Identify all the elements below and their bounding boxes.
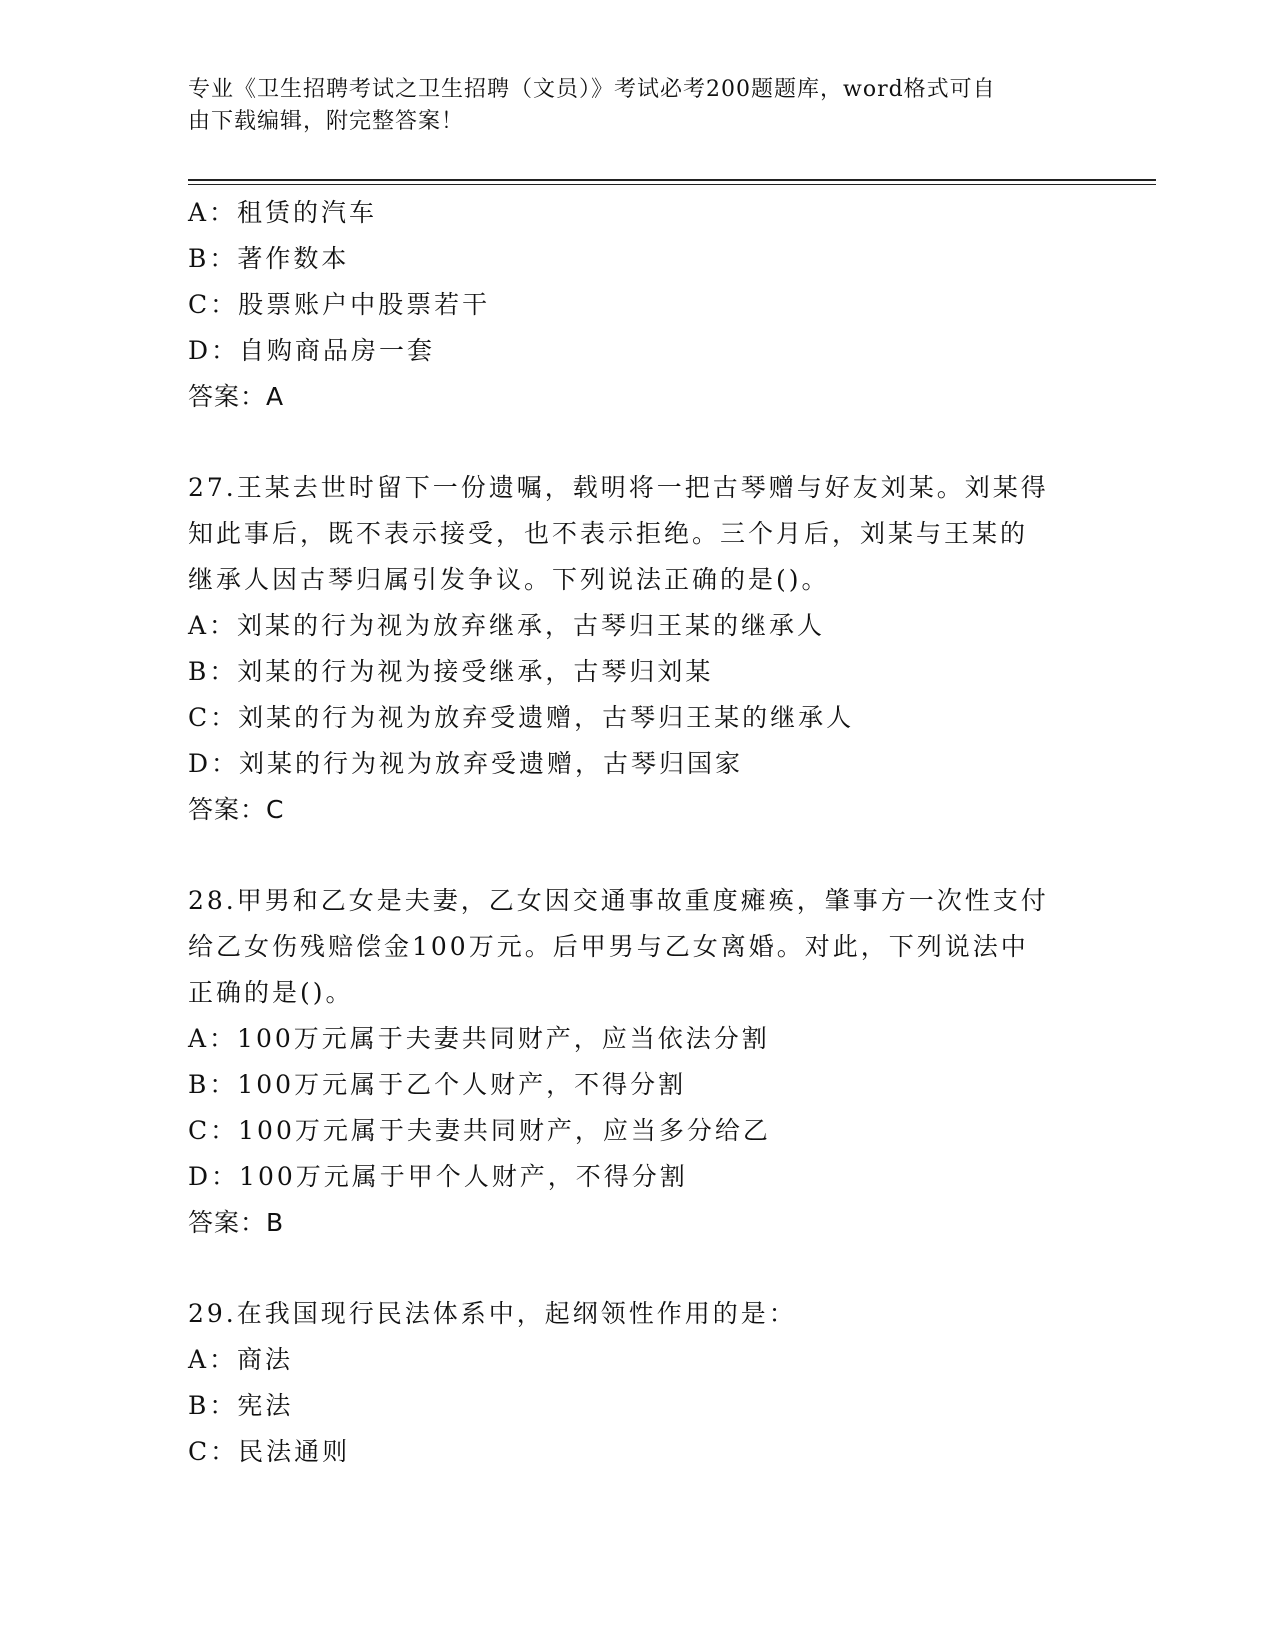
q28-stem-line-2: 给乙女伤残赔偿金100万元。后甲男与乙女离婚。对此，下列说法中 <box>188 932 1029 961</box>
q28-option-b: B：100万元属于乙个人财产，不得分割 <box>188 1070 687 1099</box>
q28-answer: 答案：B <box>188 1208 285 1237</box>
q27-option-a: A：刘某的行为视为放弃继承，古琴归王某的继承人 <box>188 611 826 640</box>
header-divider-thin <box>188 184 1156 185</box>
q27-stem-line-3: 继承人因古琴归属引发争议。下列说法正确的是()。 <box>188 565 830 594</box>
q27-option-d: D：刘某的行为视为放弃受遗赠，古琴归国家 <box>188 749 744 778</box>
question-28-block <box>188 878 1088 1246</box>
q29-option-b: B：宪法 <box>188 1391 294 1420</box>
document-header <box>188 74 1068 138</box>
header-line-1: 专业《卫生招聘考试之卫生招聘（文员）》考试必考200题题库，word格式可自 <box>188 77 996 102</box>
q28-option-a: A：100万元属于夫妻共同财产，应当依法分割 <box>188 1024 770 1053</box>
q26-option-d: D：自购商品房一套 <box>188 336 436 365</box>
q28-stem-line-3: 正确的是()。 <box>188 978 354 1007</box>
question-29-block <box>188 1291 1088 1475</box>
question-27-block <box>188 465 1088 833</box>
question-26-block <box>188 190 1088 420</box>
q26-option-c: C：股票账户中股票若干 <box>188 290 491 319</box>
spacer <box>188 420 1088 465</box>
q27-stem-line-1: 27.王某去世时留下一份遗嘱，载明将一把古琴赠与好友刘某。刘某得 <box>188 473 1049 502</box>
q26-answer: 答案：A <box>188 382 285 411</box>
q29-option-a: A：商法 <box>188 1345 294 1374</box>
spacer <box>188 1246 1088 1291</box>
q28-option-c: C：100万元属于夫妻共同财产，应当多分给乙 <box>188 1116 771 1145</box>
q28-stem-line-1: 28.甲男和乙女是夫妻，乙女因交通事故重度瘫痪，肇事方一次性支付 <box>188 886 1049 915</box>
q26-option-a: A：租赁的汽车 <box>188 198 378 227</box>
q26-option-b: B：著作数本 <box>188 244 350 273</box>
header-divider-thick <box>188 179 1156 181</box>
header-line-2: 由下载编辑，附完整答案！ <box>188 109 465 134</box>
q29-stem-line-1: 29.在我国现行民法体系中，起纲领性作用的是： <box>188 1299 797 1328</box>
spacer <box>188 833 1088 878</box>
q27-option-c: C：刘某的行为视为放弃受遗赠，古琴归王某的继承人 <box>188 703 855 732</box>
q29-option-c: C：民法通则 <box>188 1437 351 1466</box>
q28-option-d: D：100万元属于甲个人财产，不得分割 <box>188 1162 688 1191</box>
q27-option-b: B：刘某的行为视为接受继承，古琴归刘某 <box>188 657 714 686</box>
q27-answer: 答案：C <box>188 795 285 824</box>
question-content <box>188 190 1088 1475</box>
q27-stem-line-2: 知此事后，既不表示接受，也不表示拒绝。三个月后，刘某与王某的 <box>188 519 1029 548</box>
